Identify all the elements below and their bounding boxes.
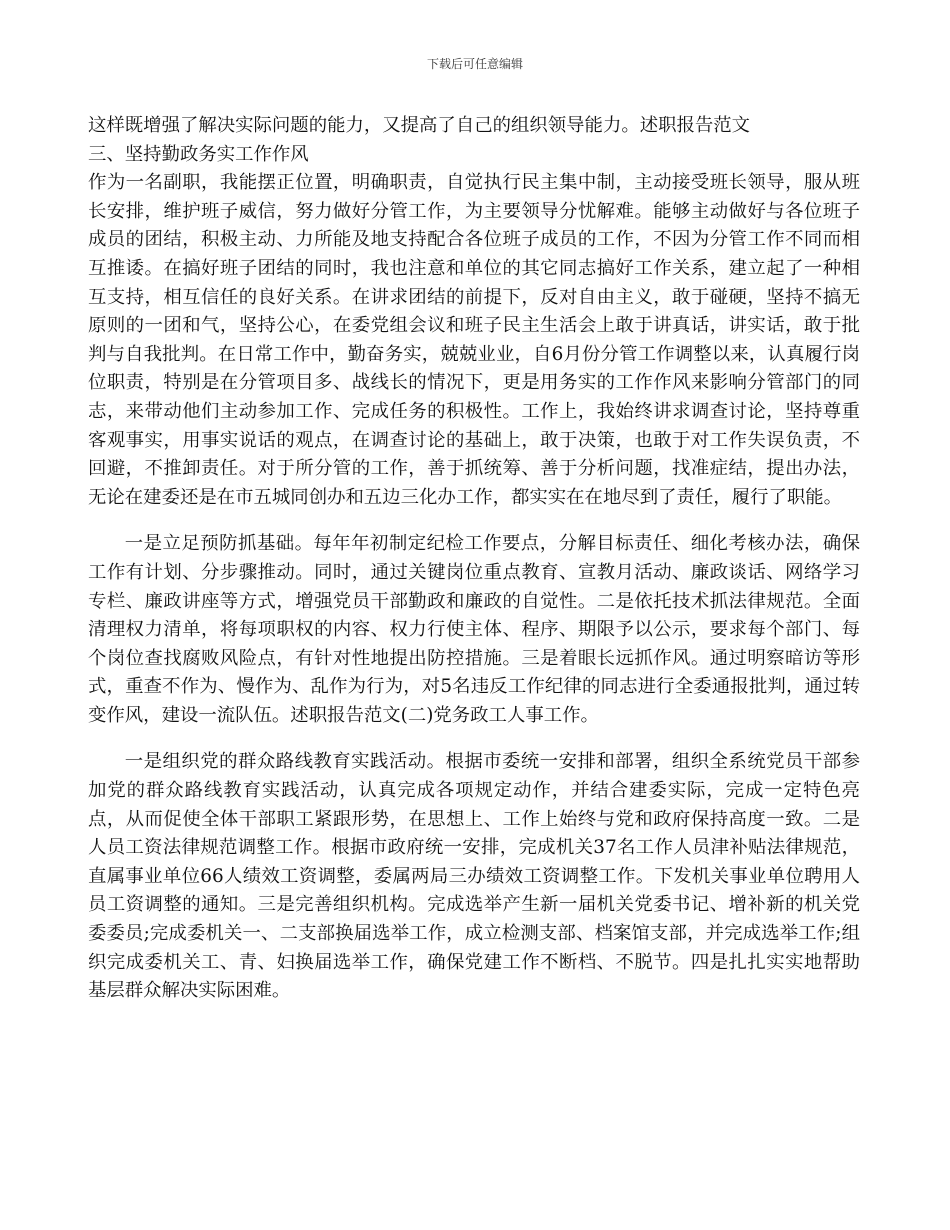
paragraph: 一是组织党的群众路线教育实践活动。根据市委统一安排和部署，组织全系统党员干部参加党的群众路线教育实践活动，认真完成各项规定动作，并结合建委实际，完成一定特色亮点，从而促使全体干部职工紧跟形势，在思想上、工作上始终与党和政府保持高度一致。二是人员工资法律规范调整工作。根据市政府统一安排，完成机关37名工作人员津补贴法律规范，直属事业单位66人绩效工资调整，委属两局三办绩效工资调整工作。下发机关事业单位聘用人员工资调整的通知。三是完善组织机构。完成选举产生新一届机关党委书记、增补新的机关党委委员;完成委机关一、二支部换届选举工作，成立检测支部、档案馆支部，并完成选举工作;组织完成委机关工、青、妇换届选举工作，确保党建工作不断档、不脱节。四是扎扎实实地帮助基层群众解决实际困难。 — [88, 751, 860, 1002]
section-heading: 三、坚持勤政务实工作作风 — [88, 143, 309, 165]
page-header-note: 下载后可任意编辑 — [426, 57, 523, 71]
document-body — [88, 112, 860, 1006]
paragraph-continuation: 这样既增强了解决实际问题的能力，又提高了自己的组织领导能力。述职报告范文 — [88, 115, 751, 136]
paragraph: 作为一名副职，我能摆正位置，明确职责，自觉执行民主集中制，主动接受班长领导，服从班长安排，维护班子威信，努力做好分管工作，为主要领导分忧解难。能够主动做好与各位班子成员的团结，积极主动、力所能及地支持配合各位班子成员的工作，不因为分管工作不同而相互推诿。在搞好班子团结的同时，我也注意和单位的其它同志搞好工作关系，建立起了一种相互支持，相互信任的良好关系。在讲求团结的前提下，反对自由主义，敢于碰硬，坚持不搞无原则的一团和气，坚持公心，在委党组会议和班子民主生活会上敢于讲真话，讲实话，敢于批判与自我批判。在日常工作中，勤奋务实，兢兢业业，自6月份分管工作调整以来，认真履行岗位职责，特别是在分管项目多、战线长的情况下，更是用务实的工作作风来影响分管部门的同志，来带动他们主动参加工作、完成任务的积极性。工作上，我始终讲求调查讨论，坚持尊重客观事实，用事实说话的观点，在调查讨论的基础上，敢于决策，也敢于对工作失误负责，不回避，不推卸责任。对于所分管的工作，善于抓统筹、善于分析问题，找准症结，提出办法，无论在建委还是在市五城同创办和五边三化办工作，都实实在在地尽到了责任，履行了职能。 — [88, 172, 860, 508]
paragraph: 一是立足预防抓基础。每年年初制定纪检工作要点，分解目标责任、细化考核办法，确保工作有计划、分步骤推动。同时，通过关键岗位重点教育、宣教月活动、廉政谈话、网络学习专栏、廉政讲座等方式，增强党员干部勤政和廉政的自觉性。二是依托技术抓法律规范。全面清理权力清单，将每项职权的内容、权力行使主体、程序、期限予以公示，要求每个部门、每个岗位查找腐败风险点，有针对性地提出防控措施。三是着眼长远抓作风。通过明察暗访等形式，重查不作为、慢作为、乱作为行为，对5名违反工作纪律的同志进行全委通报批判，通过转变作风，建设一流队伍。述职报告范文(二)党务政工人事工作。 — [88, 533, 860, 726]
